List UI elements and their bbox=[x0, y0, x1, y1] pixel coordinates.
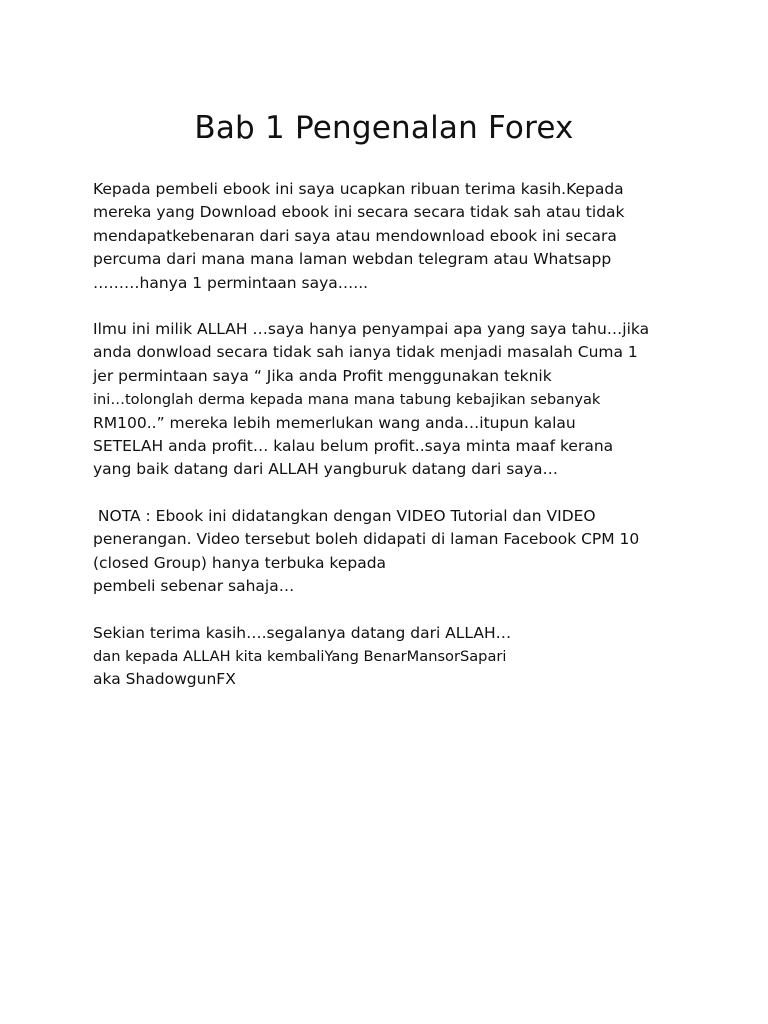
text-line: yang baik datang dari ALLAH yangburuk datang dari saya… bbox=[93, 460, 558, 479]
text-line: mendapatkebenaran dari saya atau mendownload ebook ini secara bbox=[93, 226, 617, 245]
signature-line: dan kepada ALLAH kita kembaliYang BenarMansorSapari bbox=[93, 647, 507, 665]
text-line: SETELAH anda profit… kalau belum profit..saya minta maaf kerana bbox=[93, 437, 614, 456]
author-alias: aka ShadowgunFX bbox=[93, 670, 236, 689]
text-line: ………hanya 1 permintaan saya…... bbox=[93, 273, 369, 292]
paragraph-gap bbox=[93, 599, 693, 622]
text-line: (closed Group) hanya terbuka kepada bbox=[93, 553, 387, 572]
text-line: pembeli sebenar sahaja… bbox=[93, 577, 295, 596]
text-line: penerangan. Video tersebut boleh didapati di laman Facebook CPM 10 bbox=[93, 530, 640, 549]
text-line: jer permintaan saya “ Jika anda Profit menggunakan teknik bbox=[93, 366, 552, 385]
text-line: mereka yang Download ebook ini secara secara tidak sah atau tidak bbox=[93, 203, 625, 222]
chapter-title: Bab 1 Pengenalan Forex bbox=[194, 110, 574, 146]
paragraph-gap bbox=[93, 295, 693, 318]
text-line: Kepada pembeli ebook ini saya ucapkan ribuan terima kasih.Kepada bbox=[93, 180, 624, 198]
text-line: RM100..” mereka lebih memerlukan wang anda…itupun kalau bbox=[93, 413, 576, 432]
text-line: Sekian terima kasih….segalanya datang dari ALLAH… bbox=[93, 623, 512, 642]
text-line: anda donwload secara tidak sah ianya tidak menjadi masalah Cuma 1 bbox=[93, 343, 638, 362]
paragraph-gap bbox=[93, 482, 693, 505]
paragraph-intro bbox=[93, 178, 693, 295]
text-line: NOTA : Ebook ini didatangkan dengan VIDEO Tutorial dan VIDEO bbox=[93, 506, 596, 525]
paragraph-closing bbox=[93, 622, 693, 692]
text-line: ini…tolonglah derma kepada mana mana tabung kebajikan sebanyak bbox=[93, 391, 601, 409]
paragraph-request bbox=[93, 318, 693, 482]
document-body bbox=[93, 178, 693, 692]
text-line: percuma dari mana mana laman webdan telegram atau Whatsapp bbox=[93, 250, 612, 269]
text-line: Ilmu ini milik ALLAH …saya hanya penyampai apa yang saya tahu…jika bbox=[93, 320, 650, 339]
paragraph-nota bbox=[93, 505, 693, 599]
